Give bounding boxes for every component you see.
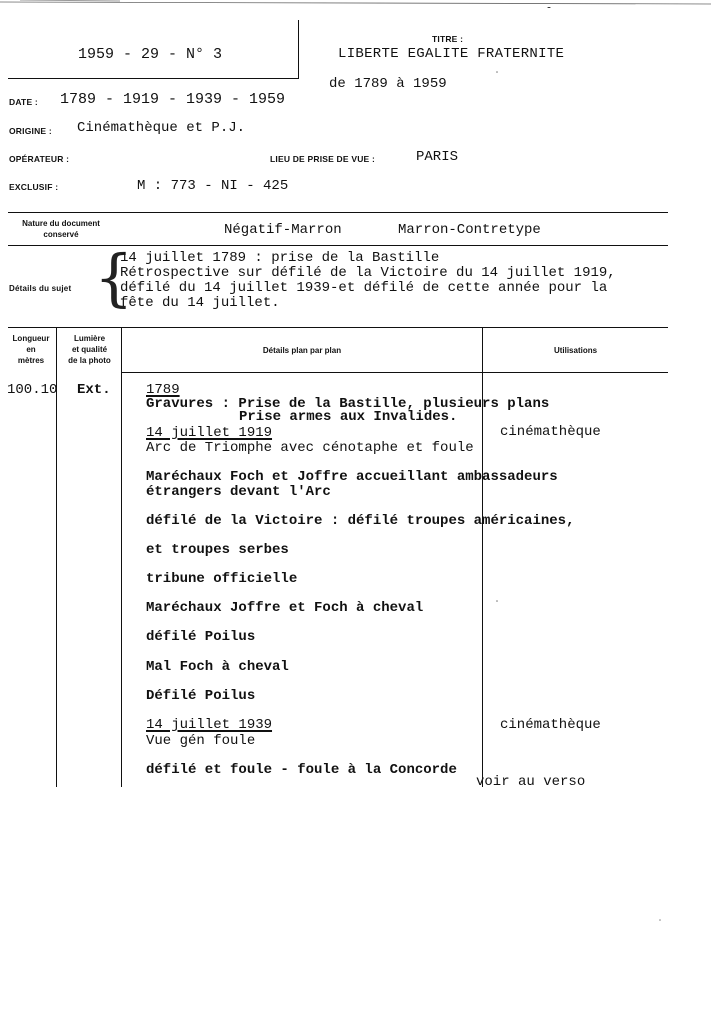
shot-line: Vue gén foule <box>146 733 256 749</box>
document-reference: 1959 - 29 - N° 3 <box>78 46 223 63</box>
shot-line: défilé et foule - foule à la Concorde <box>146 762 457 778</box>
table-top-line <box>8 327 668 328</box>
document-subtitle: de 1789 à 1959 <box>329 76 447 92</box>
shot-line: Gravures : Prise de la Bastille, plusieurs plans <box>146 396 550 412</box>
operateur-label: OPÉRATEUR : <box>9 154 70 164</box>
scan-edge <box>0 0 711 8</box>
origine-label: ORIGINE : <box>9 126 52 136</box>
longueur-value: 100.10 <box>7 382 58 398</box>
origine-value: Cinémathèque et P.J. <box>77 120 246 136</box>
shot-line: 14 juillet 1939 <box>146 717 273 733</box>
lieu-label: LIEU DE PRISE DE VUE : <box>270 154 376 164</box>
col-header-longueur: Longueur en mètres <box>12 334 50 365</box>
shot-line: Prise armes aux Invalides. <box>239 409 458 425</box>
document-title: LIBERTE EGALITE FRATERNITE <box>338 46 565 62</box>
shot-line: Maréchaux Foch et Joffre accueillant ambassadeurs <box>146 469 558 485</box>
exclusif-value: M : 773 - NI - 425 <box>137 178 289 194</box>
date-value: 1789 - 1919 - 1939 - 1959 <box>60 91 286 108</box>
shot-line: 1789 <box>146 382 180 398</box>
header-divider <box>298 20 299 78</box>
sujet-brace: { <box>94 241 134 314</box>
nature-value-1: Négatif-Marron <box>224 222 342 238</box>
sujet-line: fête du 14 juillet. <box>120 295 280 311</box>
shot-line: et troupes serbes <box>146 542 289 558</box>
sujet-line: Rétrospective sur défilé de la Victoire du 14 juillet 1919, <box>120 265 616 281</box>
col-header-lumiere: Lumière et qualité de la photo <box>68 334 111 365</box>
nature-label: Nature du document conservé <box>22 219 100 239</box>
shot-line: étrangers devant l'Arc <box>146 484 331 500</box>
col-header-utilisations: Utilisations <box>553 346 598 355</box>
lieu-value: PARIS <box>416 149 459 165</box>
titre-label: TITRE : <box>432 34 464 44</box>
shot-line: Arc de Triomphe avec cénotaphe et foule <box>146 440 474 456</box>
nature-value-2: Marron-Contretype <box>398 222 541 238</box>
shot-line: Mal Foch à cheval <box>146 659 289 675</box>
shot-line: défilé de la Victoire : défilé troupes américaines, <box>146 513 575 529</box>
sujet-label: Détails du sujet <box>9 284 72 293</box>
nature-top-line <box>8 212 668 213</box>
shot-line: 14 juillet 1919 <box>146 425 273 441</box>
table-header-line <box>122 372 668 373</box>
verso-note: voir au verso <box>476 774 586 790</box>
shot-line: Maréchaux Joffre et Foch à cheval <box>146 600 424 616</box>
shot-line: défilé Poilus <box>146 629 256 645</box>
shot-line: tribune officielle <box>146 571 298 587</box>
lumiere-value: Ext. <box>77 382 111 398</box>
utilisation-1: cinémathèque <box>500 424 601 440</box>
date-label: DATE : <box>9 97 38 107</box>
utilisation-2: cinémathèque <box>500 717 601 733</box>
header-underline <box>8 78 299 79</box>
exclusif-label: EXCLUSIF : <box>9 182 59 192</box>
shot-line: Défilé Poilus <box>146 688 256 704</box>
sujet-line: défilé du 14 juillet 1939-et défilé de cette année pour la <box>120 280 608 296</box>
sujet-line: 14 juillet 1789 : prise de la Bastille <box>120 250 440 266</box>
col-header-details: Détails plan par plan <box>262 346 342 355</box>
table-col-divider-2 <box>121 327 122 787</box>
